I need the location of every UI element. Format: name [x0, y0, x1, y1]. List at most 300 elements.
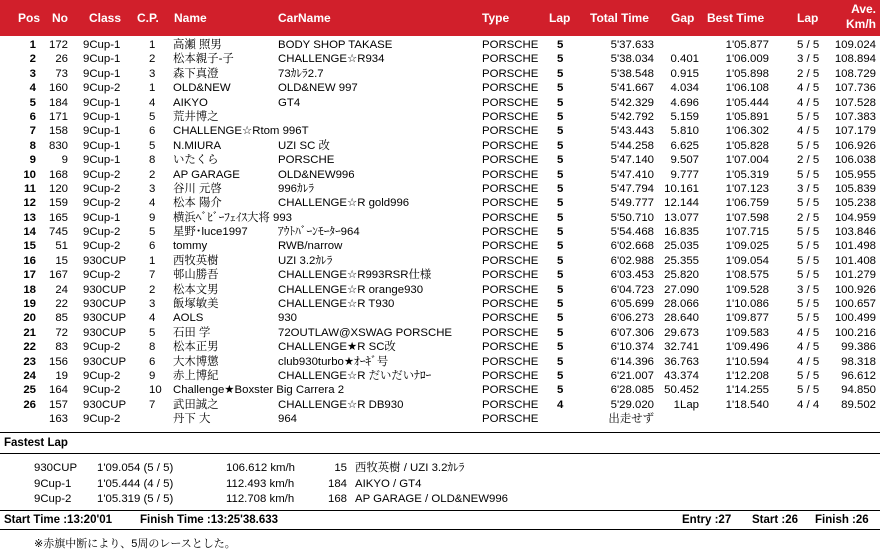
- cell-bestlap: 4 / 5: [797, 96, 820, 109]
- cell-name: 横浜ﾍﾞﾋﾞｰﾌｪｲｽ大将 993: [173, 211, 292, 224]
- cell-ave: 109.024: [834, 39, 876, 51]
- cell-ave: 105.839: [834, 182, 876, 195]
- table-row: [0, 52, 880, 66]
- cell-pos: 16: [23, 254, 36, 267]
- cell-gap: 36.763: [664, 355, 699, 368]
- cell-class: 9Cup-2: [83, 341, 121, 354]
- cell-bestlap: 5 / 5: [797, 369, 820, 382]
- fastest-class: 9Cup-1: [34, 477, 72, 490]
- cell-no: 15: [55, 254, 68, 267]
- cell-pos: 17: [23, 269, 36, 282]
- table-row: [0, 225, 880, 239]
- cell-name: 邨山勝吾: [173, 269, 219, 282]
- header-type: Type: [482, 11, 510, 25]
- header-lap: Lap: [549, 11, 571, 25]
- cell-pos: 18: [23, 283, 36, 296]
- cell-cp: 10: [149, 384, 162, 397]
- cell-class: 930CUP: [83, 355, 127, 368]
- divider-top: [0, 432, 880, 433]
- cell-class: 9Cup-2: [83, 168, 121, 181]
- cell-class: 930CUP: [83, 283, 127, 296]
- cell-gap: 29.673: [664, 326, 699, 339]
- cell-total: 5'38.548: [610, 67, 654, 80]
- cell-total: 6'02.668: [610, 240, 654, 253]
- cell-lap: 5: [557, 298, 564, 311]
- cell-ave: 104.959: [834, 211, 876, 224]
- divider-times: [0, 510, 880, 511]
- cell-name: 松本正男: [173, 341, 219, 354]
- cell-total: 6'03.453: [610, 269, 654, 282]
- cell-best: 1'05.828: [725, 139, 769, 152]
- table-row: [0, 311, 880, 325]
- cell-best: 1'05.877: [725, 39, 769, 51]
- cell-gap: 27.090: [664, 283, 699, 296]
- cell-type: PORSCHE: [482, 182, 539, 195]
- cell-total: 6'06.273: [610, 312, 654, 325]
- cell-no: 160: [48, 82, 68, 95]
- cell-type: PORSCHE: [482, 211, 539, 224]
- fastest-class: 930CUP: [34, 462, 78, 474]
- cell-gap: 5.159: [670, 110, 699, 123]
- cell-pos: 4: [29, 82, 36, 95]
- cell-pos: 5: [29, 96, 36, 109]
- cell-cp: 6: [149, 240, 156, 253]
- cell-total: 5'37.633: [610, 39, 654, 51]
- cell-lap: 5: [557, 326, 564, 339]
- cell-lap: 5: [557, 168, 564, 181]
- cell-car: OLD&NEW996: [278, 168, 355, 181]
- cell-lap: 5: [557, 110, 564, 123]
- fastest-driver: AIKYO / GT4: [355, 477, 422, 490]
- cell-best: 1'05.319: [725, 168, 769, 181]
- cell-ave: 94.850: [841, 384, 876, 397]
- cell-no: 157: [48, 398, 68, 411]
- table-row: [0, 268, 880, 282]
- table-row: [0, 81, 880, 95]
- cell-ave: 98.318: [841, 355, 876, 368]
- cell-cp: 3: [149, 298, 156, 311]
- cell-gap: 25.035: [664, 240, 699, 253]
- cell-type: PORSCHE: [482, 326, 539, 339]
- cell-bestlap: 5 / 5: [797, 197, 820, 210]
- cell-class: 9Cup-2: [83, 240, 121, 253]
- cell-class: 9Cup-2: [83, 226, 121, 239]
- cell-class: 9Cup-1: [83, 39, 121, 51]
- cell-car: BODY SHOP TAKASE: [278, 39, 393, 51]
- cell-gap: 12.144: [664, 197, 699, 210]
- cell-bestlap: 5 / 5: [797, 240, 820, 253]
- table-row: [0, 38, 880, 52]
- cell-lap: 4: [557, 398, 564, 411]
- cell-type: PORSCHE: [482, 39, 539, 51]
- race-times: [0, 512, 880, 528]
- cell-cp: 7: [149, 269, 156, 282]
- cell-type: PORSCHE: [482, 110, 539, 123]
- cell-car: CHALLENGE☆R orange930: [278, 283, 424, 296]
- cell-name: AP GARAGE: [173, 168, 240, 181]
- cell-class: 9Cup-2: [83, 269, 121, 282]
- cell-bestlap: 5 / 5: [797, 226, 820, 239]
- cell-gap: 6.625: [670, 139, 699, 152]
- cell-class: 9Cup-2: [83, 369, 121, 382]
- cell-ave: 100.926: [834, 283, 876, 296]
- cell-car: ｱｳﾄﾊﾞｰﾝﾓｰﾀｰ964: [278, 226, 360, 239]
- divider-bottom: [0, 529, 880, 530]
- cell-bestlap: 5 / 5: [797, 168, 820, 181]
- cell-lap: 5: [557, 226, 564, 239]
- cell-name: N.MIURA: [173, 139, 222, 152]
- cell-cp: 8: [149, 341, 156, 354]
- table-row: [0, 182, 880, 196]
- cell-no: 167: [48, 269, 68, 282]
- cell-lap: 5: [557, 67, 564, 80]
- cell-pos: 6: [29, 110, 36, 123]
- cell-no: 26: [55, 53, 68, 66]
- cell-bestlap: 4 / 5: [797, 125, 820, 138]
- cell-car: CHALLENGE☆R T930: [278, 298, 395, 311]
- cell-pos: 25: [23, 384, 36, 397]
- cell-no: 72: [55, 326, 68, 339]
- cell-cp: 3: [149, 67, 156, 80]
- cell-name: OLD&NEW: [173, 82, 231, 95]
- cell-no: 19: [55, 369, 68, 382]
- cell-ave: 96.612: [841, 369, 876, 382]
- cell-ave: 105.238: [834, 197, 876, 210]
- cell-cp: 8: [149, 154, 156, 167]
- cell-pos: 22: [23, 341, 36, 354]
- cell-class: 9Cup-1: [83, 110, 121, 123]
- cell-gap: 28.066: [664, 298, 699, 311]
- cell-class: 9Cup-2: [83, 413, 121, 426]
- cell-total: 6'14.396: [610, 355, 654, 368]
- cell-best: 1'12.208: [725, 369, 769, 382]
- cell-gap: 9.507: [670, 154, 699, 167]
- cell-ave: 89.502: [841, 398, 876, 411]
- cell-name: 星野･luce1997: [173, 226, 248, 239]
- cell-cp: 1: [149, 82, 156, 95]
- cell-bestlap: 5 / 5: [797, 139, 820, 152]
- cell-total: 6'21.007: [610, 369, 654, 382]
- cell-total: 6'04.723: [610, 283, 654, 296]
- cell-name: AOLS: [173, 312, 204, 325]
- cell-ave: 107.383: [834, 110, 876, 123]
- cell-type: PORSCHE: [482, 369, 539, 382]
- cell-no: 83: [55, 341, 68, 354]
- cell-ave: 108.894: [834, 53, 876, 66]
- cell-car: 996ｶﾚﾗ: [278, 182, 315, 195]
- cell-bestlap: 4 / 5: [797, 341, 820, 354]
- cell-type: PORSCHE: [482, 168, 539, 181]
- fastest-no: 15: [334, 462, 347, 474]
- cell-ave: 101.279: [834, 269, 876, 282]
- cell-no: 51: [55, 240, 68, 253]
- cell-type: PORSCHE: [482, 355, 539, 368]
- cell-pos: 7: [29, 125, 36, 138]
- cell-name: Challenge★Boxster Big Carrera 2: [173, 384, 345, 397]
- table-row: [0, 340, 880, 354]
- table-row: [0, 297, 880, 311]
- cell-car: 930: [278, 312, 298, 325]
- table-row: [0, 355, 880, 369]
- table-row: [0, 67, 880, 81]
- cell-best: 1'06.009: [725, 53, 769, 66]
- cell-best: 1'10.086: [725, 298, 769, 311]
- cell-cp: 1: [149, 254, 156, 267]
- cell-lap: 5: [557, 197, 564, 210]
- cell-best: 1'09.877: [725, 312, 769, 325]
- cell-gap: 25.355: [664, 254, 699, 267]
- cell-no: 164: [48, 384, 68, 397]
- cell-ave: 99.386: [841, 341, 876, 354]
- cell-bestlap: 2 / 5: [797, 211, 820, 224]
- cell-lap: 5: [557, 269, 564, 282]
- header-best: Best Time: [707, 11, 765, 25]
- cell-type: PORSCHE: [482, 398, 539, 411]
- cell-ave: 106.926: [834, 139, 876, 152]
- cell-cp: 3: [149, 182, 156, 195]
- cell-gap: 50.452: [664, 384, 699, 397]
- cell-ave: 101.408: [834, 254, 876, 267]
- cell-lap: 5: [557, 82, 564, 95]
- cell-pos: 2: [29, 53, 36, 66]
- cell-cp: 2: [149, 283, 156, 296]
- cell-pos: 11: [23, 182, 36, 195]
- cell-class: 9Cup-1: [83, 211, 121, 224]
- header-pos: Pos: [18, 11, 41, 25]
- cell-total: 5'47.140: [610, 154, 654, 167]
- cell-type: PORSCHE: [482, 298, 539, 311]
- cell-type: PORSCHE: [482, 154, 539, 167]
- cell-car: 72OUTLAW@XSWAG PORSCHE: [278, 326, 453, 339]
- cell-car: GT4: [278, 96, 301, 109]
- cell-bestlap: 5 / 5: [797, 110, 820, 123]
- cell-total: 5'47.794: [610, 182, 654, 195]
- cell-car: CHALLENGE☆R934: [278, 53, 385, 66]
- cell-best: 1'07.123: [725, 182, 769, 195]
- cell-best: 1'07.004: [725, 154, 769, 167]
- cell-pos: 20: [23, 312, 36, 325]
- start-time: Start Time :13:20'01: [4, 514, 112, 526]
- cell-gap: 4.696: [670, 96, 699, 109]
- cell-lap: 5: [557, 182, 564, 195]
- cell-bestlap: 4 / 5: [797, 326, 820, 339]
- cell-best: 1'09.054: [725, 254, 769, 267]
- cell-cp: 2: [149, 168, 156, 181]
- cell-ave: 101.498: [834, 240, 876, 253]
- table-row: [0, 398, 880, 412]
- cell-lap: 5: [557, 211, 564, 224]
- cell-name: 赤上博紀: [173, 369, 219, 382]
- cell-total: 5'38.034: [610, 53, 654, 66]
- cell-ave: 107.528: [834, 96, 876, 109]
- cell-no: 830: [48, 139, 68, 152]
- table-row: [0, 139, 880, 153]
- cell-lap: 5: [557, 369, 564, 382]
- cell-bestlap: 2 / 5: [797, 154, 820, 167]
- cell-name: CHALLENGE☆Rtom 996T: [173, 125, 309, 138]
- table-row: [0, 211, 880, 225]
- cell-type: PORSCHE: [482, 341, 539, 354]
- cell-total: 5'42.329: [610, 96, 654, 109]
- cell-pos: 14: [23, 226, 36, 239]
- divider-fastest: [0, 453, 880, 454]
- cell-total: 6'10.374: [610, 341, 654, 354]
- cell-type: PORSCHE: [482, 413, 539, 426]
- cell-best: 1'10.594: [725, 355, 769, 368]
- table-row: [0, 283, 880, 297]
- fastest-no: 184: [327, 477, 347, 490]
- table-row: [0, 124, 880, 138]
- cell-best: 1'14.255: [725, 384, 769, 397]
- table-row: [0, 110, 880, 124]
- cell-class: 9Cup-1: [83, 125, 121, 138]
- header-ave: [842, 2, 876, 32]
- cell-ave: 106.038: [834, 154, 876, 167]
- cell-no: 120: [48, 182, 68, 195]
- cell-name: 石田 学: [173, 326, 211, 339]
- cell-car: CHALLENGE★R SC改: [278, 341, 396, 354]
- cell-name: 松本親子-子: [173, 53, 234, 66]
- table-row: [0, 412, 880, 426]
- cell-pos: 26: [23, 398, 36, 411]
- cell-lap: 5: [557, 154, 564, 167]
- finish-count: Finish :26: [815, 514, 869, 526]
- finish-time: Finish Time :13:25'38.633: [140, 514, 279, 526]
- cell-bestlap: 3 / 5: [797, 53, 820, 66]
- cell-bestlap: 5 / 5: [797, 312, 820, 325]
- cell-bestlap: 4 / 5: [797, 82, 820, 95]
- cell-no: 745: [48, 226, 68, 239]
- cell-name: 西牧英樹: [173, 254, 219, 267]
- cell-type: PORSCHE: [482, 269, 539, 282]
- cell-lap: 5: [557, 384, 564, 397]
- cell-lap: 5: [557, 283, 564, 296]
- cell-best: 1'08.575: [725, 269, 769, 282]
- cell-bestlap: 5 / 5: [797, 384, 820, 397]
- table-row: [0, 239, 880, 253]
- race-note: ※赤旗中断により、5周のレースとした。: [34, 538, 236, 550]
- cell-name: 武田誠之: [173, 398, 219, 411]
- cell-pos: 19: [23, 298, 36, 311]
- cell-no: 158: [48, 125, 68, 138]
- cell-ave: 100.216: [834, 326, 876, 339]
- cell-pos: 10: [23, 168, 36, 181]
- cell-gap: 5.810: [670, 125, 699, 138]
- cell-bestlap: 5 / 5: [797, 298, 820, 311]
- cell-gap: 25.820: [664, 269, 699, 282]
- cell-no: 73: [55, 67, 68, 80]
- cell-pos: 15: [23, 240, 36, 253]
- cell-best: 1'09.528: [725, 283, 769, 296]
- cell-gap: 43.374: [664, 369, 699, 382]
- cell-total: 5'44.258: [610, 139, 654, 152]
- header-cp: C.P.: [137, 11, 159, 25]
- cell-car: CHALLENGE☆R gold996: [278, 197, 410, 210]
- cell-pos: 21: [23, 326, 36, 339]
- cell-ave: 107.179: [834, 125, 876, 138]
- cell-best: 1'07.715: [725, 226, 769, 239]
- header-total: Total Time: [590, 11, 649, 25]
- cell-best: 1'06.302: [725, 125, 769, 138]
- cell-car: UZI 3.2ｶﾚﾗ: [278, 254, 333, 267]
- cell-type: PORSCHE: [482, 226, 539, 239]
- cell-name: 松本 陽介: [173, 197, 222, 210]
- cell-cp: 9: [149, 369, 156, 382]
- cell-total: 5'43.443: [610, 125, 654, 138]
- cell-pos: 9: [29, 154, 36, 167]
- cell-pos: 24: [23, 369, 36, 382]
- cell-ave: 103.846: [834, 226, 876, 239]
- cell-no: 171: [48, 110, 68, 123]
- cell-bestlap: 4 / 5: [797, 355, 820, 368]
- cell-no: 159: [48, 197, 68, 210]
- cell-type: PORSCHE: [482, 82, 539, 95]
- header-ave-line2: Km/h: [846, 17, 876, 31]
- cell-car: CHALLENGE☆R993RSR仕様: [278, 269, 432, 282]
- fastest-lap-row: [0, 477, 880, 492]
- fastest-time: 1'09.054 (5 / 5): [97, 462, 174, 474]
- table-row: [0, 96, 880, 110]
- cell-name: いたくら: [173, 154, 219, 167]
- cell-name: 高瀬 照男: [173, 39, 222, 51]
- cell-no: 172: [48, 39, 68, 51]
- cell-class: 930CUP: [83, 298, 127, 311]
- cell-class: 9Cup-2: [83, 197, 121, 210]
- cell-no: 168: [48, 168, 68, 181]
- cell-type: PORSCHE: [482, 53, 539, 66]
- cell-best: 1'18.540: [725, 398, 769, 411]
- cell-total: 出走せず: [608, 413, 654, 426]
- cell-total: 5'54.468: [610, 226, 654, 239]
- cell-cp: 1: [149, 39, 156, 51]
- cell-no: 156: [48, 355, 68, 368]
- cell-cp: 9: [149, 211, 156, 224]
- cell-gap: 13.077: [664, 211, 699, 224]
- header-no: No: [52, 11, 68, 25]
- cell-gap: 32.741: [664, 341, 699, 354]
- cell-name: AIKYO: [173, 96, 208, 109]
- cell-lap: 5: [557, 53, 564, 66]
- header-gap: Gap: [671, 11, 695, 25]
- fastest-lap-title: Fastest Lap: [4, 437, 68, 449]
- cell-car: RWB/narrow: [278, 240, 343, 253]
- fastest-class: 9Cup-2: [34, 493, 72, 505]
- table-row: [0, 369, 880, 383]
- cell-class: 9Cup-1: [83, 96, 121, 109]
- cell-type: PORSCHE: [482, 240, 539, 253]
- cell-pos: 8: [29, 139, 36, 152]
- cell-gap: 1Lap: [673, 398, 699, 411]
- cell-cp: 7: [149, 398, 156, 411]
- cell-pos: 13: [23, 211, 36, 224]
- cell-name: 松本文男: [173, 283, 219, 296]
- cell-car: CHALLENGE☆R だいだいﾅﾛｰ: [278, 369, 432, 382]
- cell-no: 163: [48, 413, 68, 426]
- fastest-lap-row: [0, 492, 880, 507]
- cell-gap: 9.777: [670, 168, 699, 181]
- cell-name: 森下真澄: [173, 67, 219, 80]
- cell-lap: 5: [557, 39, 564, 51]
- cell-cp: 6: [149, 125, 156, 138]
- cell-best: 1'05.891: [725, 110, 769, 123]
- header-class: Class: [89, 11, 122, 25]
- cell-name: 荒井博之: [173, 110, 219, 123]
- table-row: [0, 254, 880, 268]
- cell-lap: 5: [557, 355, 564, 368]
- cell-pos: 12: [23, 197, 36, 210]
- cell-total: 5'41.667: [610, 82, 654, 95]
- cell-bestlap: 3 / 5: [797, 182, 820, 195]
